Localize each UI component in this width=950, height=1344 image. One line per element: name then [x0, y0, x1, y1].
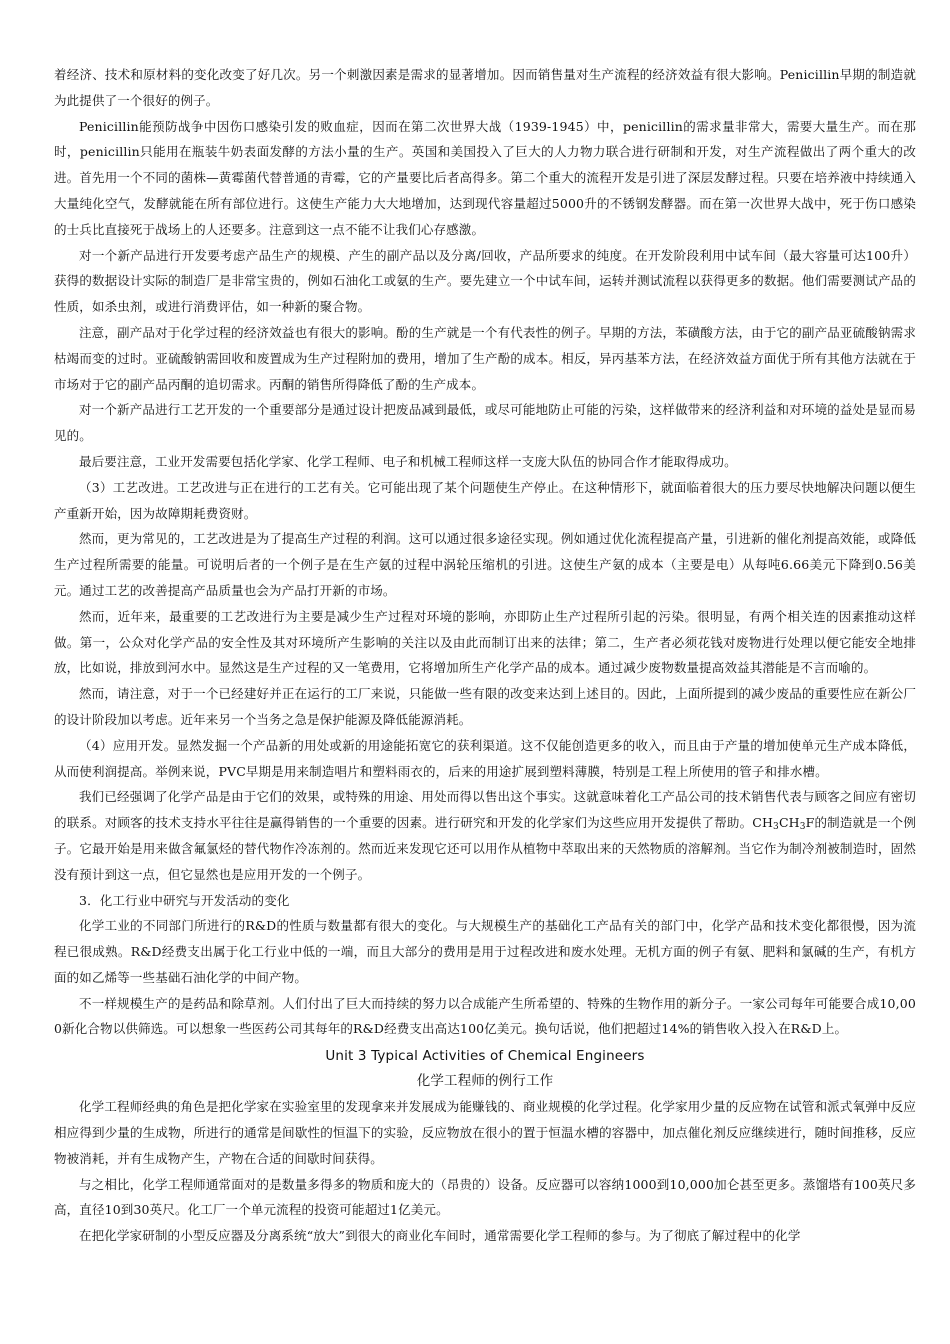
- paragraph-waste-minimization: 对一个新产品进行工艺开发的一个重要部分是通过设计把废品减到最低，或尽可能地防止可能的污染，这样做带来的经济利益和对环境的益处是显而易见的。: [54, 402, 916, 444]
- paragraph-new-product-development: 对一个新产品进行开发要考虑产品生产的规模、产生的副产品以及分离/回收，产品所要求的纯度。在开发阶段利用中试车间（最大容量可达100升）获得的数据设计实际的制造厂是非常宝贵的，例如石油化工或氨的生产。要先建立一个中试车间，运转并测试流程以获得更多的数据。他们需要测试产品的性质，如杀虫剂，或进行消费评估，如一种新的聚合物。: [54, 247, 916, 315]
- paragraph-penicillin-history: Penicillin能预防战争中因伤口感染引发的败血症，因而在第二次世界大战（1939-1945）中，penicillin的需求量非常大，需要大量生产。而在那时，penicillin只能用在瓶装牛奶表面发酵的方法小量的生产。英国和美国投入了巨大的人力物力联合进行研制和开发，对生产流程做出了两个重大的改进。首先用一个不同的菌株—黄霉菌代替普通的青霉，它的产量要比后者高得多。第二个重大的流程开发是引进了深层发酵过程。只要在培养液中持续通入大量纯化空气，发酵就能在所有部位进行。这使生产能力大大地增加，达到现代容量超过5000升的不锈钢发酵器。而在第一次世界大战中，死于伤口感染的士兵比直接死于战场上的人还要多。注意到这一点不能不让我们心存感激。: [54, 118, 916, 237]
- unit-title-english: Unit 3 Typical Activities of Chemical Engineers: [325, 1048, 645, 1065]
- paragraph-technical-sales: [54, 784, 916, 887]
- paragraph-scale-comparison: 与之相比，化学工程师通常面对的是数量多得多的物质和庞大的（昂贵的）设备。反应器可以容纳1000到10,000加仑甚至更多。蒸馏塔有100英尺多高，直径10到30英尺。化工厂一个单元流程的投资可能超过1亿美元。: [54, 1176, 916, 1218]
- text-segment: F的制造就是一个例子。它最开始是用来做含氟氯烃的替代物作冷冻剂的。然而近来发现它还可以用作从植物中萃取出来的天然物质的溶解剂。当它作为制冷剂被制造时，固然没有预计到这一点，但它显然也是应用开发的一个例子。: [54, 815, 916, 882]
- paragraph-profit-improvement: 然而，更为常见的，工艺改进是为了提高生产过程的利润。这可以通过很多途径实现。例如通过优化流程提高产量，引进新的催化剂提高效能，或降低生产过程所需要的能量。可说明后者的一个例子是在生产氨的过程中涡轮压缩机的引进。这使生产氨的成本（主要是电）从每吨6.66美元下降到0.56美元。通过工艺的改善提高产品质量也会为产品打开新的市场。: [54, 531, 916, 598]
- unit-title-chinese: 化学工程师的例行工作: [416, 1073, 554, 1090]
- subscript: 3: [799, 822, 806, 833]
- paragraph-application-development: （4）应用开发。显然发掘一个产品新的用处或新的用途能拓宽它的获利渠道。这不仅能创造更多的收入，而且由于产量的增加使单元生产成本降低，从而使利润提高。举例来说，PVC早期是用来制造唱片和塑料雨衣的，后来的用途扩展到塑料薄膜，特别是工程上所使用的管子和排水槽。: [54, 737, 916, 779]
- paragraph-penicillin-intro: 着经济、技术和原材料的变化改变了好几次。另一个刺激因素是需求的显著增加。因而销售量对生产流程的经济效益有很大影响。Penicillin早期的制造就为此提供了一个很好的例子。: [54, 67, 916, 108]
- paragraph-byproducts: 注意，副产品对于化学过程的经济效益也有很大的影响。酚的生产就是一个有代表性的例子。早期的方法，苯磺酸方法，由于它的副产品亚硫酸钠需求枯竭而变的过时。亚硫酸钠需回收和废置成为生产过程附加的费用，增加了生产酚的成本。相反，异丙基苯方法，在经济效益方面优于所有其他方法就在于市场对于它的副产品丙酮的追切需求。丙酮的销售所得降低了酚的生产成本。: [54, 324, 916, 392]
- text-segment: CH: [778, 815, 800, 831]
- text-segment: 我们已经强调了化学产品是由于它们的效果，或特殊的用途、用处而得以售出这个事实。这就意味着化工产品公司的技术销售代表与顾客之间应有密切的联系。对顾客的技术支持水平往往是赢得销售的一个重要的因素。进行研究和开发的化学家们为这些应用开发提供了帮助。CH: [54, 789, 916, 831]
- paragraph-environment: 然而，近年来，最重要的工艺改进行为主要是减少生产过程对环境的影响，亦即防止生产过程所引起的污染。很明显，有两个相关连的因素推动这样做。第一，公众对化学产品的安全性及其对环境所产生影响的关注以及由此而制订出来的法律；第二，生产者必须花钱对废物进行处理以便它能安全地排放，比如说，排放到河水中。显然这是生产过程的又一笔费用，它将增加所生产化学产品的成本。通过减少废物数量提高效益其潜能是不言而喻的。: [54, 608, 916, 676]
- section-heading: 3．化工行业中研究与开发活动的变化: [79, 892, 290, 908]
- document-page: [54, 62, 916, 1249]
- paragraph-teamwork: 最后要注意，工业开发需要包括化学家、化学工程师、电子和机械工程师这样一支庞大队伍的协同合作才能取得成功。: [79, 453, 737, 469]
- subscript: 3: [773, 822, 779, 833]
- paragraph-process-improvement: （3）工艺改进。工艺改进与正在进行的工艺有关。它可能出现了某个问题使生产停止。在这种情形下，就面临着很大的压力要尽快地解决问题以便生产重新开始，因为故障期耗费资财。: [54, 479, 916, 521]
- paragraph-pharmaceuticals: 不一样规模生产的是药品和除草剂。人们付出了巨大而持续的努力以合成能产生所希望的、特殊的生物作用的新分子。一家公司每年可能要合成10,000新化合物以供筛选。可以想象一些医药公司其每年的R&D经费支出高达100亿美元。换句话说，他们把超过14%的销售收入投入在R&D上。: [54, 995, 916, 1037]
- paragraph-rd-variation: 化学工业的不同部门所进行的R&D的性质与数量都有很大的变化。与大规模生产的基础化工产品有关的部门中，化学产品和技术变化都很慢，因为流程已很成熟。R&D经费支出属于化工行业中低的一端，而且大部分的费用是用于过程改进和废水处理。无机方面的例子有氨、肥料和氯碱的生产，有机方面的如乙烯等一些基础石油化学的中间产物。: [54, 918, 916, 985]
- paragraph-scale-up: 在把化学家研制的小型反应器及分离系统“放大”到很大的商业化车间时，通常需要化学工程师的参与。为了彻底了解过程中的化学: [79, 1228, 801, 1244]
- paragraph-existing-plant: 然而，请注意，对于一个已经建好并正在运行的工厂来说，只能做一些有限的改变来达到上述目的。因此，上面所提到的减少废品的重要性应在新公厂的设计阶段加以考虑。近年来另一个当务之急是保护能源及降低能源消耗。: [54, 686, 916, 727]
- paragraph-chemical-engineer-role: 化学工程师经典的角色是把化学家在实验室里的发现拿来并发展成为能赚钱的、商业规模的化学过程。化学家用少量的反应物在试管和派式氧弹中反应相应得到少量的生成物，所进行的通常是间歇性的恒温下的实验，反应物放在很小的置于恒温水槽的容器中，加点催化剂反应继续进行，随时间推移，反应物被消耗，并有生成物产生，产物在合适的间歇时间获得。: [54, 1099, 916, 1166]
